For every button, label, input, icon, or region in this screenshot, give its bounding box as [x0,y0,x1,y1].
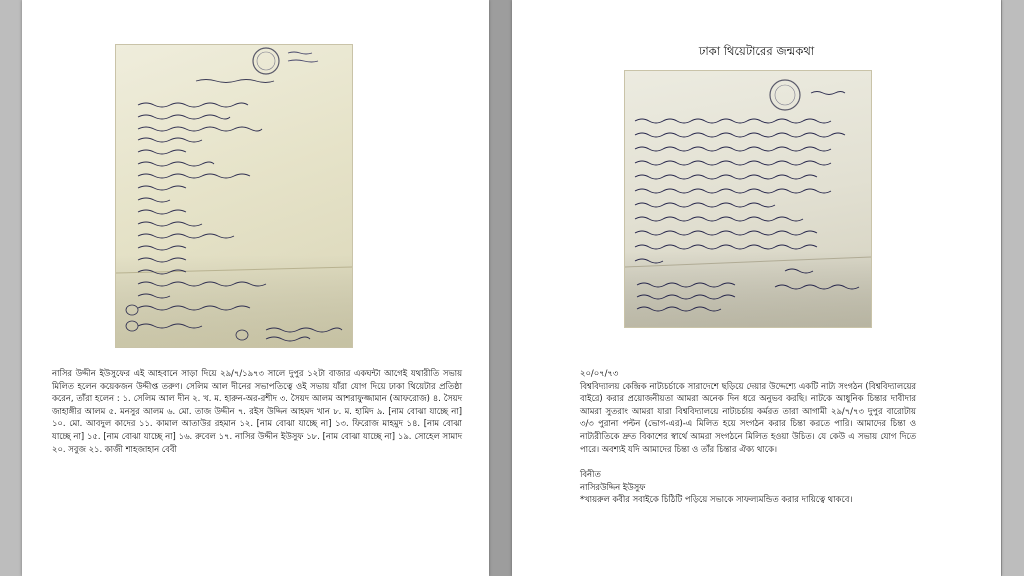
handwritten-letter-image [625,71,871,327]
letter-signatory: নাসিরউদ্দিন ইউসুফ [580,481,646,492]
handwritten-list-image [116,45,352,347]
letter-date: ২০/০৭/৭৩ [580,368,619,378]
viewer-gutter-left [0,0,22,576]
page-header: ঢাকা থিয়েটারের জন্মকথা [698,44,815,58]
letter-footnote: *খায়রুল কবীর সবাইকে চিঠিটি পড়িয়ে সভাকে সাফল্যমন্ডিত করার দায়িত্বে থাকবে। [580,494,853,505]
viewer-gutter-right [1002,0,1024,576]
letter-body: বিশ্ববিদ্যালয় কেন্দ্রিক নাট্যচর্চাকে সারাদেশে ছড়িয়ে দেয়ার উদ্দেশ্যে একটি নাট্য সংগঠন (বিশ্ববিদ্যালয়ের বাইরে) করার প্রয়োজনীয়তা আমরা অনেক দিন ধরে অনুভব করছি। নাটকে আধুনিক চিন্তার দাবীদার আমরা সুতরাং আমরা যারা বিশ্ববিদ্যালয়ে নাট্যচর্চায় কর্মরত তারা আগামী ২৯/৭/৭৩ দুপুর বারোটায় ৩/৩ পুরানা পল্টন (ভোগ-এর)-এ মিলিত হয়ে সংগঠন করার চিন্তা করতে পারি। আমাদের চিন্তা ও নাট্যরীতিকে দ্রুত বিকাশের স্বার্থে আমরা সংগঠনে মিলিত হওয়া উচিত। যে কেউ এ সভায় যোগ দিতে পারে। অবশ্যই যদি আমাদের চিন্তা ও তাঁর চিন্তার ঐক্য থাকে। [580,380,916,454]
scanned-letter [624,70,872,328]
founders-list-paragraph: নাসির উদ্দীন ইউসুফের এই আহবানে সাড়া দিয়ে ২৯/৭/১৯৭৩ সালে দুপুর ১২টা বাজার একঘন্টা আগেই যথারীতি সভায় মিলিত হলেন কয়েকজন উদ্দীপ্ত তরুণ। সেলিম আল দীনের সভাপতিত্বে ওই সভায় যাঁরা যোগ দিয়ে ঢাকা থিয়েটার প্রতিষ্ঠা করেন, তাঁরা হলেন : ১. সেলিম আল দীন ২. খ. ম. হারুন-অর-রশীদ ৩. সৈয়দ আলম আশরাফুজ্জামান (আফরোজ) ৪. সৈয়দ জাহাঙ্গীর আলম ৫. মনসুর আলম ৬. মো. তাজ উদ্দীন ৭. রইস উদ্দিন আহমদ খান ৮. ম. হামিদ ৯. [নাম বোঝা যাচ্ছে না] ১০. মো. আবদুল কাদের ১১. কামাল আতাউর রহমান ১২. [নাম বোঝা যাচ্ছে না] ১৩. ফিরোজ মাহমুদ ১৪. [নাম বোঝা যাচ্ছে না] ১৫. [নাম বোঝা যাচ্ছে না] ১৬. রুবেল ১৭. নাসির উদ্দীন ইউসুফ ১৮. [নাম বোঝা যাচ্ছে না] ১৯. সোহেল সামাদ ২০. সবুজ ২১. কাজী শাহজাহান বেবী [52,368,462,454]
document-page-left [22,0,489,576]
document-page-right [512,0,1001,576]
scanned-attendance-list [115,44,353,348]
letter-transcription [580,367,916,506]
letter-closing: বিনীত [580,469,601,480]
